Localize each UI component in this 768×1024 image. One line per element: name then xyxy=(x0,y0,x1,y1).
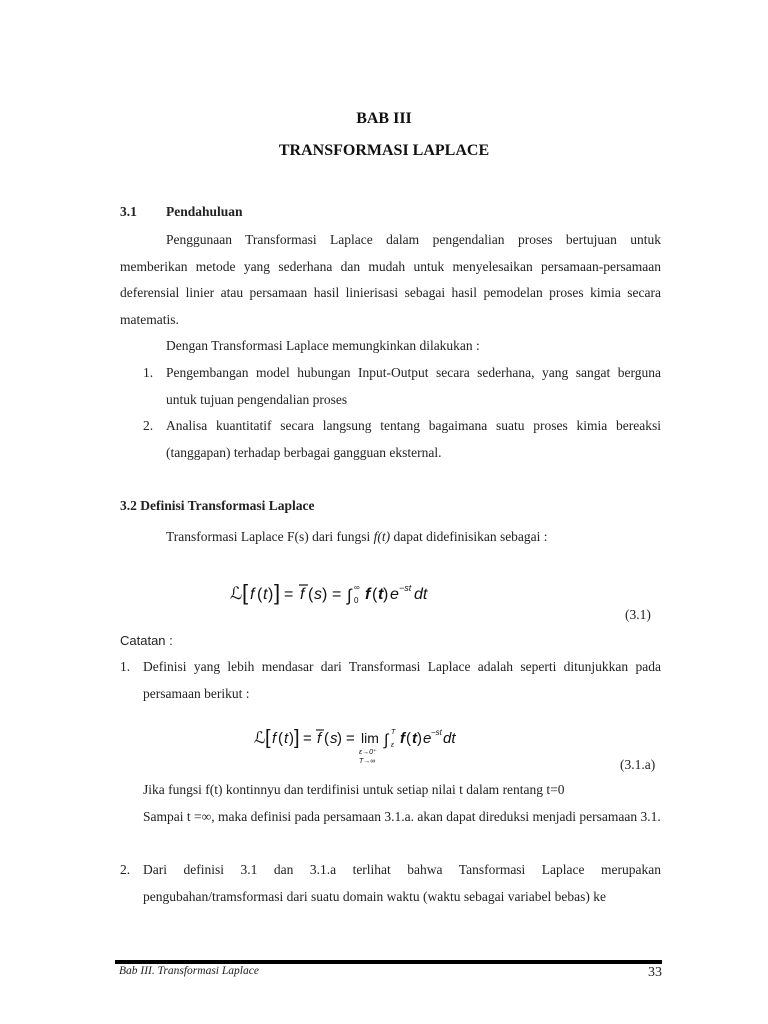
section-number: 3.1 xyxy=(120,204,137,219)
list-item-text: Analisa kuantitatif secara langsung tentang bagaimana suatu proses kimia bereaksi (tanggapan) terhadap berbagai gangguan eksternal. xyxy=(166,418,661,460)
list-item-number: 1. xyxy=(143,365,154,380)
page-number: 33 xyxy=(648,965,662,980)
svg-text:e: e xyxy=(423,730,432,747)
chapter-title: TRANSFORMASI LAPLACE xyxy=(278,142,490,159)
svg-text:ε→0⁺: ε→0⁺ xyxy=(359,749,377,756)
svg-text:s: s xyxy=(314,586,322,603)
svg-text:f: f xyxy=(272,730,277,747)
svg-text:ℒ: ℒ xyxy=(230,584,243,603)
paragraph-list-intro: Dengan Transformasi Laplace memungkinkan dilakukan : xyxy=(166,338,480,353)
list-item-number: 2. xyxy=(143,418,154,433)
paragraph-intro: Penggunaan Transformasi Laplace dalam pengendalian proses bertujuan untuk memberikan metode yang sederhana dan mudah untuk menyelesaikan persamaan-persamaan deferensial linier atau persamaan hasil linierisasi sebagai hasil pemodelan proses kimia secara matematis. xyxy=(120,232,661,327)
svg-text:ε: ε xyxy=(391,742,395,749)
svg-text:(: ( xyxy=(278,730,283,747)
note-number: 2. xyxy=(120,862,131,877)
svg-text:0: 0 xyxy=(354,596,359,605)
svg-text:t: t xyxy=(378,586,384,603)
svg-text:−st: −st xyxy=(431,728,442,737)
svg-text:T→∞: T→∞ xyxy=(359,758,376,765)
svg-text:): ) xyxy=(289,730,294,747)
svg-text:t: t xyxy=(284,730,289,747)
note-continuation: Jika fungsi f(t) kontinnyu dan terdifinisi untuk setiap nilai t dalam rentang t=0 xyxy=(143,782,565,797)
svg-text:): ) xyxy=(322,586,328,603)
definition-intro: Transformasi Laplace F(s) dari fungsi f(t) dapat didefinisikan sebagai : xyxy=(166,529,548,544)
equation-3-1a-graphic xyxy=(238,715,458,771)
equation-3-1a-image xyxy=(238,715,458,771)
note-number: 1. xyxy=(120,659,131,674)
svg-text:∫: ∫ xyxy=(384,732,389,749)
equation-3-1-image xyxy=(214,568,446,618)
svg-text:(: ( xyxy=(372,586,378,603)
svg-text:[: [ xyxy=(242,580,249,605)
svg-text:(: ( xyxy=(406,730,411,747)
list-item-text: Pengembangan model hubungan Input-Output secara sederhana, yang sangat berguna untuk tujuan pengendalian proses xyxy=(166,365,661,407)
svg-text:]: ] xyxy=(274,580,281,605)
svg-text:t: t xyxy=(412,730,417,747)
svg-text:f: f xyxy=(317,730,322,747)
svg-text:f: f xyxy=(365,586,371,603)
equation-3-1-graphic xyxy=(214,568,446,618)
svg-text:[: [ xyxy=(265,727,271,749)
section-2-heading: 3.2 Definisi Transformasi Laplace xyxy=(120,498,315,513)
equation-number: (3.1) xyxy=(625,607,651,622)
svg-text:ℒ: ℒ xyxy=(254,730,266,747)
svg-text:dt: dt xyxy=(414,586,428,603)
svg-text:∞: ∞ xyxy=(354,583,360,592)
svg-text:=: = xyxy=(346,730,355,747)
chapter-label: BAB III xyxy=(356,110,412,127)
svg-text:): ) xyxy=(337,730,342,747)
function-symbol: f(t) xyxy=(373,529,391,544)
note-continuation-text: Sampai t =∞, maka definisi pada persamaan 3.1.a. akan dapat direduksi menjadi persamaan 3.1. xyxy=(143,809,661,824)
note-text: Definisi yang lebih mendasar dari Transformasi Laplace adalah seperti ditunjukkan pada persamaan berikut : xyxy=(143,659,661,701)
svg-text:f: f xyxy=(300,586,305,603)
svg-text:): ) xyxy=(383,586,389,603)
svg-text:T: T xyxy=(391,729,396,736)
svg-text:t: t xyxy=(263,586,268,603)
svg-text:dt: dt xyxy=(443,730,456,747)
svg-text:(: ( xyxy=(257,586,263,603)
svg-text:): ) xyxy=(268,586,274,603)
svg-text:−st: −st xyxy=(399,583,412,593)
svg-text:=: = xyxy=(303,730,312,747)
footer-chapter-title: Bab III. Transformasi Laplace xyxy=(119,965,259,977)
note-label: Catatan : xyxy=(120,633,173,648)
section-heading: Pendahuluan xyxy=(166,204,243,219)
svg-text:e: e xyxy=(390,586,399,603)
svg-text:f: f xyxy=(250,586,255,603)
svg-text:(: ( xyxy=(324,730,329,747)
svg-text:): ) xyxy=(417,730,422,747)
svg-text:]: ] xyxy=(294,727,300,749)
footer-rule xyxy=(115,960,662,964)
svg-text:(: ( xyxy=(308,586,314,603)
svg-text:s: s xyxy=(330,730,338,747)
equation-number: (3.1.a) xyxy=(620,757,656,772)
svg-text:lim: lim xyxy=(361,730,379,746)
svg-text:=: = xyxy=(332,586,342,603)
svg-text:f: f xyxy=(400,730,405,747)
svg-text:=: = xyxy=(284,586,294,603)
svg-text:∫: ∫ xyxy=(347,586,352,605)
note-text: Dari definisi 3.1 dan 3.1.a terlihat bahwa Tansformasi Laplace merupakan pengubahan/tramsformasi dari suatu domain waktu (waktu sebagai variabel bebas) ke xyxy=(143,862,661,904)
